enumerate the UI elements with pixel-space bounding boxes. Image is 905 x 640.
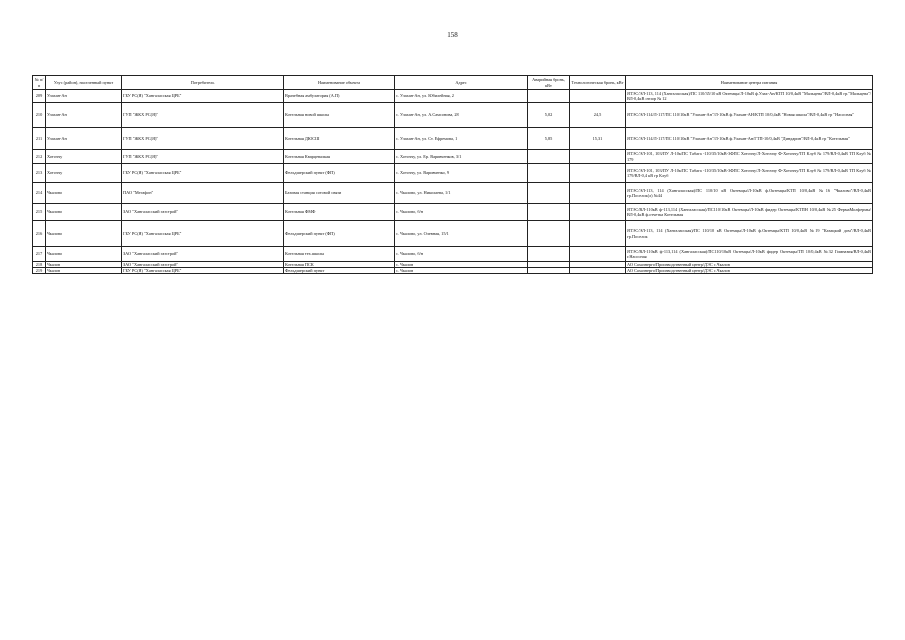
header-consumer: Потребитель	[122, 76, 284, 90]
table-row	[33, 128, 873, 150]
cell-emergency	[528, 150, 570, 164]
cell-emergency	[528, 183, 570, 204]
page-number: 158	[447, 31, 458, 39]
cell-no: 209	[33, 90, 46, 103]
cell-technological: 15,31	[570, 128, 626, 150]
cell-consumer: ЗАО "Хангаласский газстрой"	[122, 247, 284, 262]
cell-no: 219	[33, 268, 46, 274]
cell-source: ЯТЭС/ЭЛ-113, 114 (Хангаласская)/ПС 110/35/10 кВ Октемцы/Л-10кВ ф.Улах-Ан/КТП 10/0,4кВ "Мальцева"/ВЛ-0,4кВ гр."Мальцева"/ВЛ-0,4кВ отпор № 12	[627, 90, 871, 101]
header-emergency: Аварийная бронь, кВт	[528, 76, 570, 90]
cell-address: с. Хоточчу, ул. Варивченко, 9	[395, 164, 528, 183]
cell-settlement: Чкалово	[46, 183, 122, 204]
cell-object: Фельдшерский пункт	[284, 268, 395, 274]
cell-technological	[570, 183, 626, 204]
table-row	[33, 90, 873, 103]
cell-no: 213	[33, 164, 46, 183]
cell-emergency	[528, 221, 570, 247]
cell-address: с. Улахан-Ан, ул. А.Самсонова, 28	[395, 103, 528, 128]
cell-consumer: ЗАО "Хангаласский газстрой"	[122, 204, 284, 221]
cell-source: ЯТЭС/ВЛ-110кВ ф-113,114 (Хангаласская)/ПС110/10кВ Октемцы/Л-10кВ фидер Октемцы/КТПН 10/0,4кВ №25 ФермаМолфермы/ВЛ-0,4кВ ф.отчетка Котельная	[626, 204, 873, 221]
cell-emergency: 5,85	[528, 128, 570, 150]
cell-consumer: ЗАО "Хангаласский газстрой"	[122, 262, 284, 268]
cell-no: 214	[33, 183, 46, 204]
header-address: Адрес	[395, 76, 528, 90]
cell-no: 211	[33, 128, 46, 150]
cell-object: Котельная новой школы	[284, 103, 395, 128]
cell-object: Фельдшерский пункт (ФП)	[284, 221, 395, 247]
cell-emergency	[528, 90, 570, 103]
cell-address: с. Улахан-Ан, ул. Юбилейная, 2	[395, 90, 528, 103]
header-source: Наименование центра питания	[626, 76, 873, 90]
cell-source: ЯТЭС/ВЛ-110кВ ф-113,114 (Хангаласская)/ПС110/10кВ Октемцы/Л-10кВ фидер Октемцы/ТП 10/0,4кВ №32 Гимназия/ВЛ-0,4кВ г.Насосная	[626, 247, 873, 262]
cell-consumer: ГУП "ЖКХ РС(Я)"	[122, 128, 284, 150]
cell-settlement: Чкалово	[46, 247, 122, 262]
cell-no: 210	[33, 103, 46, 128]
cell-object: Врачебная амбулатория (А.П)	[284, 90, 395, 103]
cell-no: 215	[33, 204, 46, 221]
cell-source: ЯТЭС/ЭЛ-114/Л-117/ПС 110/10кВ "Улахан-Ан"/Л-10кВ ф.Улахан-АН/КТП 10/0,4кВ "Новая школа"/ВЛ-0,4кВ гр "Насосная"	[626, 103, 873, 128]
cell-emergency	[528, 268, 570, 274]
cell-technological	[570, 164, 626, 183]
cell-settlement: Чкалов	[46, 262, 122, 268]
power-supply-table	[32, 75, 873, 274]
header-settlement: Улус (район), населенный пункт	[46, 76, 122, 90]
cell-settlement: Чкалово	[46, 221, 122, 247]
cell-object: Котельная ФМФ	[284, 204, 395, 221]
cell-source: ЯТЭС/ЭЛ-114/Л-117/ПС 110/10кВ "Улахан-Ан"/Л-10кВ ф.Улахан-Ан/ГТП-10/0,4кВ "Диндарин"/ВЛ-0,4кВ гр "Котельная"	[626, 128, 873, 150]
cell-address: с. Чкалов	[395, 268, 528, 274]
cell-technological	[570, 247, 626, 262]
cell-consumer: ГУП "ЖКХ РС(Я)"	[122, 150, 284, 164]
cell-technological: 24,5	[570, 103, 626, 128]
cell-address: с. Чкалово, ул. Николаева, 1/1	[395, 183, 528, 204]
cell-source: ЯТЭС/ЭЛ-101, 103/ПУ Л-10к/ПС Табага -110/35/10кВ-3ФПС Хоточчу/Л-Хоточчу Ф-Хоточчу/ТП Клуб № 179/ВЛ-0,4кВ ТП Клуб № 179	[627, 151, 871, 162]
cell-settlement: Улахан-Ан	[46, 103, 122, 128]
cell-object: Котельная тех.школы	[284, 247, 395, 262]
cell-object: Котельная ПСК	[284, 262, 395, 268]
cell-settlement: Хоточчу	[46, 150, 122, 164]
cell-consumer: ПАО "Мегафон"	[122, 183, 284, 204]
cell-address: с. Чкалово, ул. Олевная, 15/1	[395, 221, 528, 247]
cell-settlement: Чкалово	[46, 204, 122, 221]
table-row	[33, 247, 873, 262]
cell-address: с. Чкалово, б/н	[395, 204, 528, 221]
cell-address: с. Чкалово, б/н	[395, 247, 528, 262]
cell-address: с. Чкалов	[395, 262, 528, 268]
table-row	[33, 221, 873, 247]
cell-no: 216	[33, 221, 46, 247]
header-technological: Технологическая бронь, кВт	[570, 76, 626, 90]
cell-source: ЯТЭС/ЭЛ-113, 114 (Хангаласская)/ПС 110/10 кВ Октемцы/Л-10кВ ф.Октемцы/КТП 10/0,4кВ №16 "Чкалово"/ВЛ-0,4кВ гр.Поселок(л) №44	[626, 183, 873, 204]
cell-settlement: Хоточчу	[46, 164, 122, 183]
cell-consumer: ГУП "ЖКХ РС(Я)"	[122, 103, 284, 128]
cell-technological	[570, 268, 626, 274]
cell-technological	[570, 204, 626, 221]
cell-no: 217	[33, 247, 46, 262]
cell-object: Котельная ДЮСШ	[284, 128, 395, 150]
table-row	[33, 204, 873, 221]
cell-settlement: Улахан-Ан	[46, 90, 122, 103]
cell-source: АО Сахаэнерго/Производственный центр/ДЭС с.Чкалов	[626, 262, 873, 268]
table-row	[33, 164, 873, 183]
cell-consumer: ГБУ РС(Я) "Хангаласская ЦРБ"	[122, 221, 284, 247]
cell-consumer: ГБУ РС(Я) "Хангаласская ЦРБ"	[122, 268, 284, 274]
cell-technological	[570, 150, 626, 164]
table-header-row	[33, 76, 873, 90]
cell-source: ЯТЭС/ЭЛ-101, 103/ПУ Л-10к/ПС Табага -110/35/10кВ-3ФПС Хоточчу/Л-Хоточчу Ф-Хоточчу/ТП Клуб № 179/ВЛ-0,4кВ ТП Клуб № 179/ВЛ-0,4 кВ гр Клуб	[626, 164, 873, 183]
table-row	[33, 183, 873, 204]
cell-emergency	[528, 247, 570, 262]
cell-settlement: Чкалов	[46, 268, 122, 274]
cell-technological	[570, 221, 626, 247]
table-row	[33, 103, 873, 128]
cell-no: 218	[33, 262, 46, 268]
cell-settlement: Улахан-Ан	[46, 128, 122, 150]
header-no: № п/п	[33, 76, 46, 90]
header-object: Наименование объекта	[284, 76, 395, 90]
table-row	[33, 150, 873, 164]
cell-emergency: 5,02	[528, 103, 570, 128]
cell-emergency	[528, 204, 570, 221]
cell-technological	[570, 90, 626, 103]
cell-no: 212	[33, 150, 46, 164]
cell-address: с. Хоточчу, ул. Ер. Варивченков, 3/1	[395, 150, 528, 164]
cell-object: Фельдшерский пункт (ФП)	[284, 164, 395, 183]
cell-source: АО Сахаэнерго/Производственный центр/ДЭС с.Чкалов	[626, 268, 873, 274]
cell-consumer: ГБУ РС(Я) "Хангаласская ЦРБ"	[122, 90, 284, 103]
cell-object: Котельная Кварцевалкая	[284, 150, 395, 164]
cell-address: с. Улахан-Ан, ул. Ст. Ефремова, 1	[395, 128, 528, 150]
table-row	[33, 268, 873, 274]
cell-object: Базовая станция сотовой связи	[284, 183, 395, 204]
cell-source: ЯТЭС/ЭЛ-113, 114 (Хангаласская)/ПС 110/10 кВ Октемцы/Л-10кВ ф.Октемцы/КТП 10/0,4кВ №19 "Казацкий дом"/ВЛ-0,4кВ гр.Поселок	[626, 221, 873, 247]
cell-emergency	[528, 164, 570, 183]
cell-consumer: ГБУ РС(Я) "Хангаласская ЦРБ"	[122, 164, 284, 183]
